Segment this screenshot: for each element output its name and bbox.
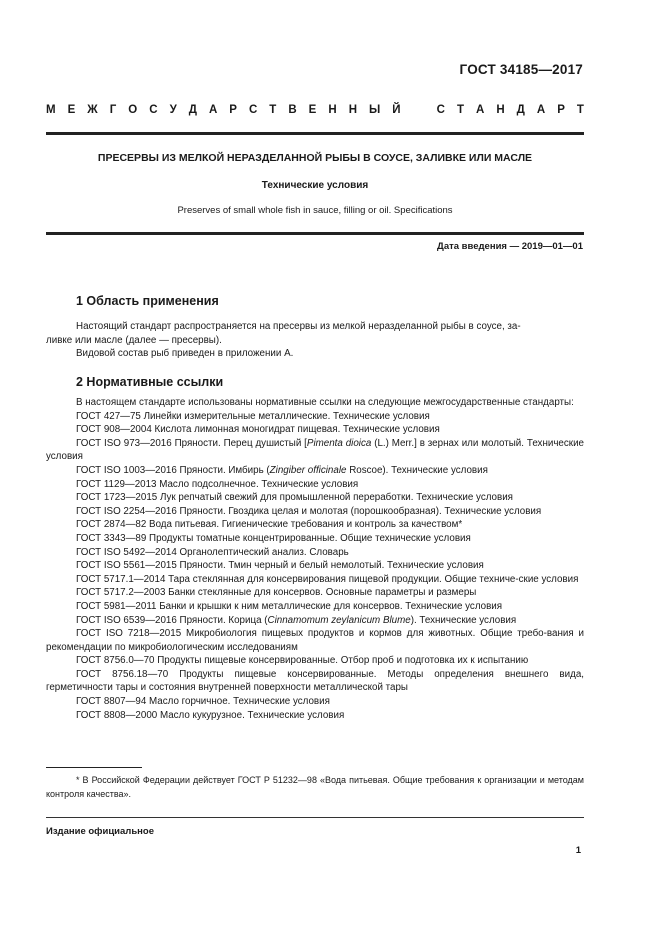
reference-item: ГОСТ 1723—2015 Лук репчатый свежий для промышленной переработки. Технические условия <box>76 492 513 504</box>
introduction-date: Дата введения — 2019—01—01 <box>437 241 583 252</box>
heading-letter: Р <box>557 104 565 116</box>
reference-text: ГОСТ ISO 973—2016 Пряности. Перец душистый [ <box>76 437 307 449</box>
standard-number: ГОСТ 34185—2017 <box>459 62 583 77</box>
reference-item: ГОСТ 5717.1—2014 Тара стеклянная для консервирования пищевой продукции. Общие техниче-ские условия <box>76 573 579 585</box>
reference-item <box>46 614 584 628</box>
title-rule <box>46 232 584 235</box>
section-1-heading: 1 Область применения <box>76 294 219 308</box>
official-edition-label: Издание официальное <box>46 826 154 837</box>
reference-item: ГОСТ ISO 5492—2014 Органолептический анализ. Словарь <box>76 546 349 558</box>
reference-text: ГОСТ ISO 1003—2016 Пряности. Имбирь ( <box>76 464 270 476</box>
reference-text: ГОСТ ISO 6539—2016 Пряности. Корица ( <box>76 614 268 626</box>
footnote <box>46 773 584 801</box>
reference-item: ГОСТ 1129—2013 Масло подсолнечное. Технические условия <box>76 478 359 490</box>
heading-letter: Д <box>188 104 197 116</box>
reference-text: (L.) Merr.] в зернах или молотый. Технические условия <box>46 437 584 463</box>
heading-letter: Н <box>328 104 337 116</box>
reference-item: ГОСТ 3343—89 Продукты томатные концентрированные. Общие технические условия <box>76 532 471 544</box>
heading-letter: М <box>46 104 56 116</box>
heading-letter: Н <box>348 104 357 116</box>
interstate-standard-heading <box>46 104 584 116</box>
heading-letter: В <box>288 104 297 116</box>
heading-letter: Т <box>269 104 277 116</box>
section-1-line: ливке или масле (далее — пресервы). <box>46 334 222 346</box>
heading-letter: У <box>169 104 177 116</box>
reference-item <box>46 437 584 464</box>
reference-item: ГОСТ 8808—2000 Масло кукурузное. Технические условия <box>76 709 345 721</box>
reference-item: ГОСТ 8756.0—70 Продукты пищевые консервированные. Отбор проб и подготовка их к испытанию <box>76 655 529 667</box>
reference-item: ГОСТ 908—2004 Кислота лимонная моногидрат пищевая. Технические условия <box>76 424 440 436</box>
section-2-heading: 2 Нормативные ссылки <box>76 375 224 389</box>
species-name: Cinnamomum zeylanicum Blume <box>267 614 411 626</box>
footnote-text: * В Российской Федерации действует ГОСТ Р 51232—98 «Вода питьевая. Общие требования к организации и методам контроля качества». <box>46 775 584 799</box>
heading-letter: Й <box>392 104 401 116</box>
heading-letter: С <box>149 104 158 116</box>
page-number: 1 <box>575 845 581 856</box>
heading-letter: С <box>436 104 445 116</box>
section-1-paragraph <box>46 320 584 361</box>
document-title: ПРЕСЕРВЫ ИЗ МЕЛКОЙ НЕРАЗДЕЛАННОЙ РЫБЫ В СОУСЕ, ЗАЛИВКЕ ИЛИ МАСЛЕ <box>97 152 533 164</box>
reference-item: ГОСТ 427—75 Линейки измерительные металлические. Технические условия <box>76 410 430 422</box>
footnote-rule <box>46 767 142 768</box>
section-1-line: Настоящий стандарт распространяется на пресервы из мелкой неразделанной рыбы в соусе, за- <box>76 321 521 332</box>
heading-letter: Р <box>229 104 237 116</box>
reference-text: ). Технические условия <box>410 614 517 626</box>
normative-references <box>46 396 584 722</box>
species-name: Zingiber officinale <box>269 464 347 476</box>
heading-letter: Е <box>308 104 317 116</box>
species-name: Pimenta dioica <box>306 437 372 449</box>
reference-item <box>46 464 584 478</box>
document-subtitle: Технические условия <box>261 180 369 191</box>
heading-letter: О <box>128 104 138 116</box>
heading-letter: А <box>475 104 485 116</box>
heading-letter: Е <box>67 104 76 116</box>
heading-letter: Г <box>109 104 117 116</box>
heading-letter: А <box>208 104 218 116</box>
heading-letter: Н <box>496 104 505 116</box>
reference-item: ГОСТ 5717.2—2003 Банки стеклянные для консервов. Основные параметры и размеры <box>76 587 477 599</box>
footer-rule <box>46 817 584 818</box>
heading-letter: Ж <box>87 104 98 116</box>
english-title: Preserves of small whole fish in sauce, filling or oil. Specifications <box>177 205 453 216</box>
reference-item: ГОСТ ISO 7218—2015 Микробиология пищевых продуктов и кормов для животных. Общие требо-вания и рекомендации по микробиологическим исследованиям <box>46 628 584 653</box>
reference-item: ГОСТ 2874—82 Вода питьевая. Гигиенические требования и контроль за качеством* <box>76 519 463 531</box>
heading-letter: А <box>536 104 546 116</box>
heading-letter: Д <box>516 104 525 116</box>
reference-item: ГОСТ ISO 2254—2016 Пряности. Гвоздика целая и молотая (порошкообразная). Технические условия <box>76 505 542 517</box>
reference-item: ГОСТ 5981—2011 Банки и крышки к ним металлические для консервов. Технические условия <box>76 600 503 612</box>
heading-letter: С <box>248 104 258 116</box>
reference-item: ГОСТ 8807—94 Масло горчичное. Технические условия <box>76 696 330 708</box>
header-rule <box>46 132 584 135</box>
references-intro: В настоящем стандарте использованы нормативные ссылки на следующие межгосударственные стандарты: <box>76 397 574 408</box>
reference-text: Roscoe). Технические условия <box>346 464 488 476</box>
heading-letter: Т <box>576 104 584 116</box>
heading-letter: Т <box>456 104 464 116</box>
heading-letter: Ы <box>369 104 381 116</box>
section-1-line: Видовой состав рыб приведен в приложении А. <box>76 348 294 359</box>
reference-item: ГОСТ 8756.18—70 Продукты пищевые консервированные. Методы определения внешнего вида, герметичности тары и состояния внутренней поверхности металлической тары <box>46 668 584 694</box>
reference-item: ГОСТ ISO 5561—2015 Пряности. Тмин черный и белый немолотый. Технические условия <box>76 560 484 572</box>
